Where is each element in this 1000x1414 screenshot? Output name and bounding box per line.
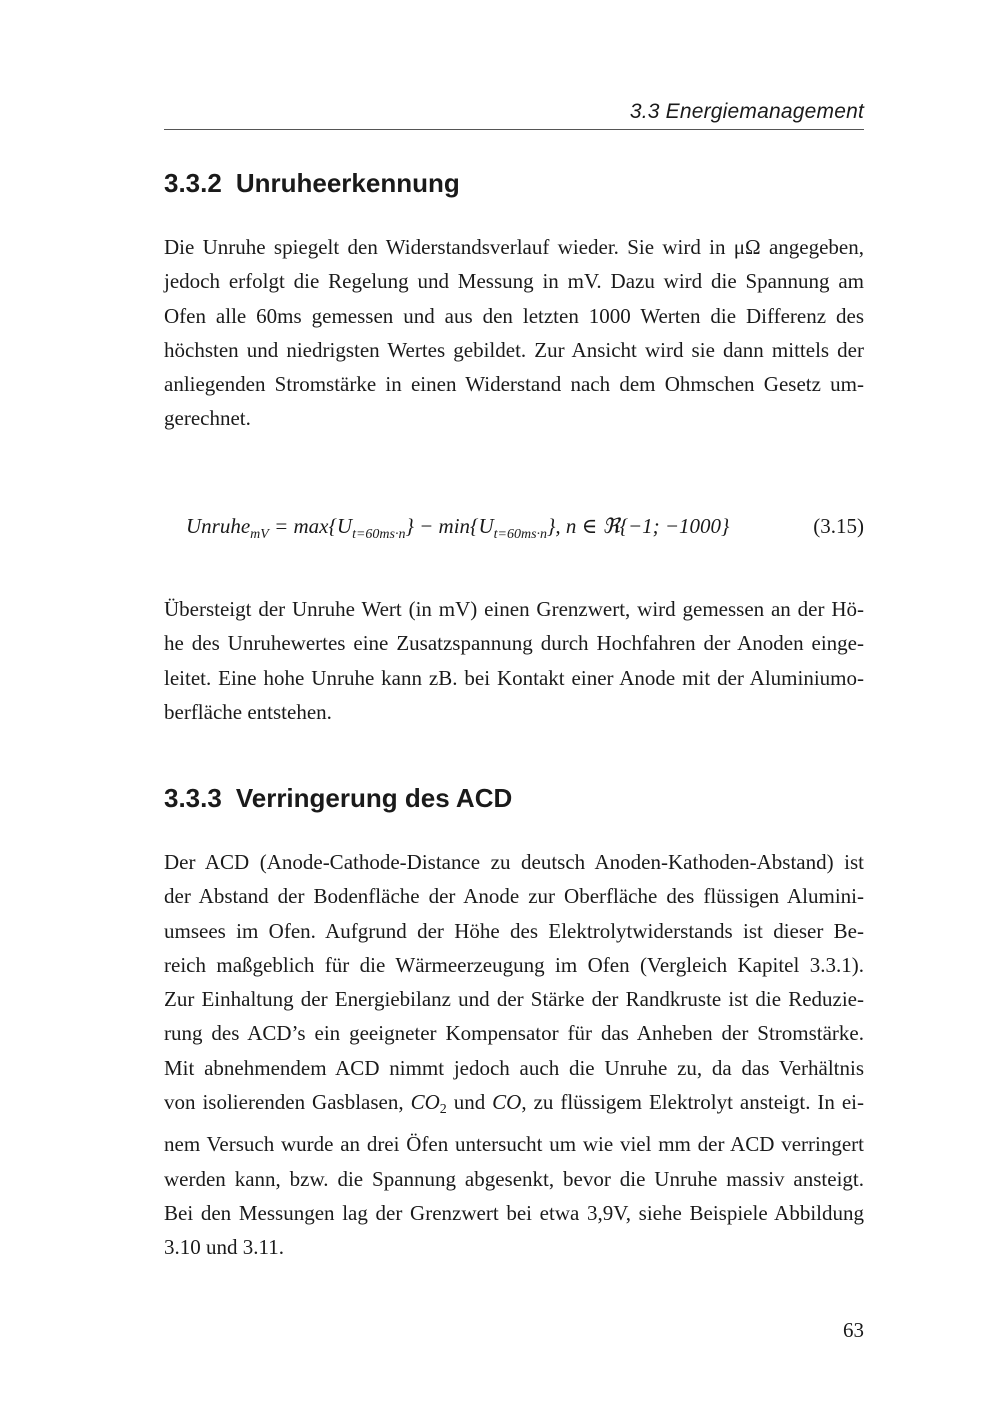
equation-part: = max{U (268, 514, 353, 538)
text-line: der Abstand der Bodenfläche der Anode zur Oberfläche des flüssigen Alumini- (164, 884, 864, 909)
section-title: Verringerung des ACD (235, 783, 513, 813)
equation-lhs-subscript: mV (250, 527, 269, 542)
text-line-formula (164, 1085, 864, 1127)
section-heading-3-3-3 (164, 785, 512, 811)
text-line: Der ACD (Anode-Cathode-Distance zu deutsch Anoden-Kathoden-Abstand) ist (164, 850, 864, 874)
equation-number: (3.15) (813, 514, 864, 538)
document-page (164, 0, 864, 1414)
text-line: jedoch erfolgt die Regelung und Messung in mV. Dazu wird die Spannung am (164, 269, 864, 294)
section-number: 3.3.2 (164, 168, 222, 198)
page-number: 63 (843, 1318, 864, 1342)
text-line: rung des ACD’s ein geeigneter Kompensator für das Anheben der Stromstärke. (164, 1021, 864, 1046)
formula-line-text: von isolierenden Gasblasen, (164, 1090, 411, 1115)
co2-base: CO (410, 1090, 440, 1115)
co2-subscript: 2 (439, 1102, 447, 1118)
co2-formula (411, 1090, 440, 1114)
paragraph-grenzwert (164, 592, 864, 729)
text-line: berfläche entstehen. (164, 699, 332, 724)
equation-part: } − min{U (405, 514, 494, 538)
equation-subscript: t=60ms·n (493, 527, 548, 542)
text-line: Übersteigt der Unruhe Wert (in mV) einen Grenzwert, wird gemessen an der Hö- (164, 597, 864, 621)
paragraph-unruhe-intro (164, 230, 864, 436)
formula-line-text: , zu flüssigem Elektrolyt ansteigt. In ei- (521, 1090, 865, 1115)
header-rule (164, 129, 864, 130)
equation-3-15 (164, 514, 864, 554)
text-line: umsees im Ofen. Aufgrund der Höhe des Elektrolytwiderstands ist dieser Be- (164, 918, 864, 943)
section-title: Unruheerkennung (235, 168, 460, 198)
text-line: gerechnet. (164, 406, 251, 431)
text-line: Die Unruhe spiegelt den Widerstandsverlauf wieder. Sie wird in μΩ angegeben, (164, 235, 864, 259)
text-line: he des Unruhewertes eine Zusatzspannung durch Hochfahren der Anoden einge- (164, 631, 864, 656)
equation-lhs: Unruhe (186, 514, 251, 538)
equation-part: }, n ∈ ℜ{−1; −1000} (547, 514, 730, 538)
text-line: höchsten und niedrigsten Wertes gebildet. Zur Ansicht wird sie dann mittels der (164, 337, 864, 362)
formula-line-text: und (446, 1090, 493, 1115)
text-line: Bei den Messungen lag der Grenzwert bei etwa 3,9V, siehe Beispiele Abbildung (164, 1200, 864, 1225)
section-heading-3-3-2 (164, 170, 460, 196)
text-line: Zur Einhaltung der Energiebilanz und der Stärke der Randkruste ist die Reduzie- (164, 987, 864, 1012)
equation-subscript: t=60ms·n (352, 527, 406, 542)
paragraph-acd (164, 845, 864, 1265)
running-header: 3.3 Energiemanagement (629, 100, 864, 123)
text-line: 3.10 und 3.11. (164, 1235, 284, 1260)
text-line: anliegenden Stromstärke in einen Widerstand nach dem Ohmschen Gesetz um- (164, 372, 864, 397)
section-number: 3.3.3 (164, 783, 222, 813)
text-line: leitet. Eine hohe Unruhe kann zB. bei Kontakt einer Anode mit der Aluminiumo- (164, 665, 864, 690)
text-line: nem Versuch wurde an drei Öfen untersucht um wie viel mm der ACD verringert (164, 1132, 864, 1157)
text-line: werden kann, bzw. die Spannung abgesenkt, bevor die Unruhe massiv ansteigt. (164, 1166, 864, 1191)
text-line: reich maßgeblich für die Wärmeerzeugung im Ofen (Vergleich Kapitel 3.3.1). (164, 952, 864, 977)
text-line: Mit abnehmendem ACD nimmt jedoch auch die Unruhe zu, da das Verhältnis (164, 1055, 864, 1080)
equation-body (186, 514, 729, 543)
text-line: Ofen alle 60ms gemessen und aus den letzten 1000 Werten die Differenz des (164, 303, 864, 328)
co-formula: CO (492, 1090, 522, 1115)
